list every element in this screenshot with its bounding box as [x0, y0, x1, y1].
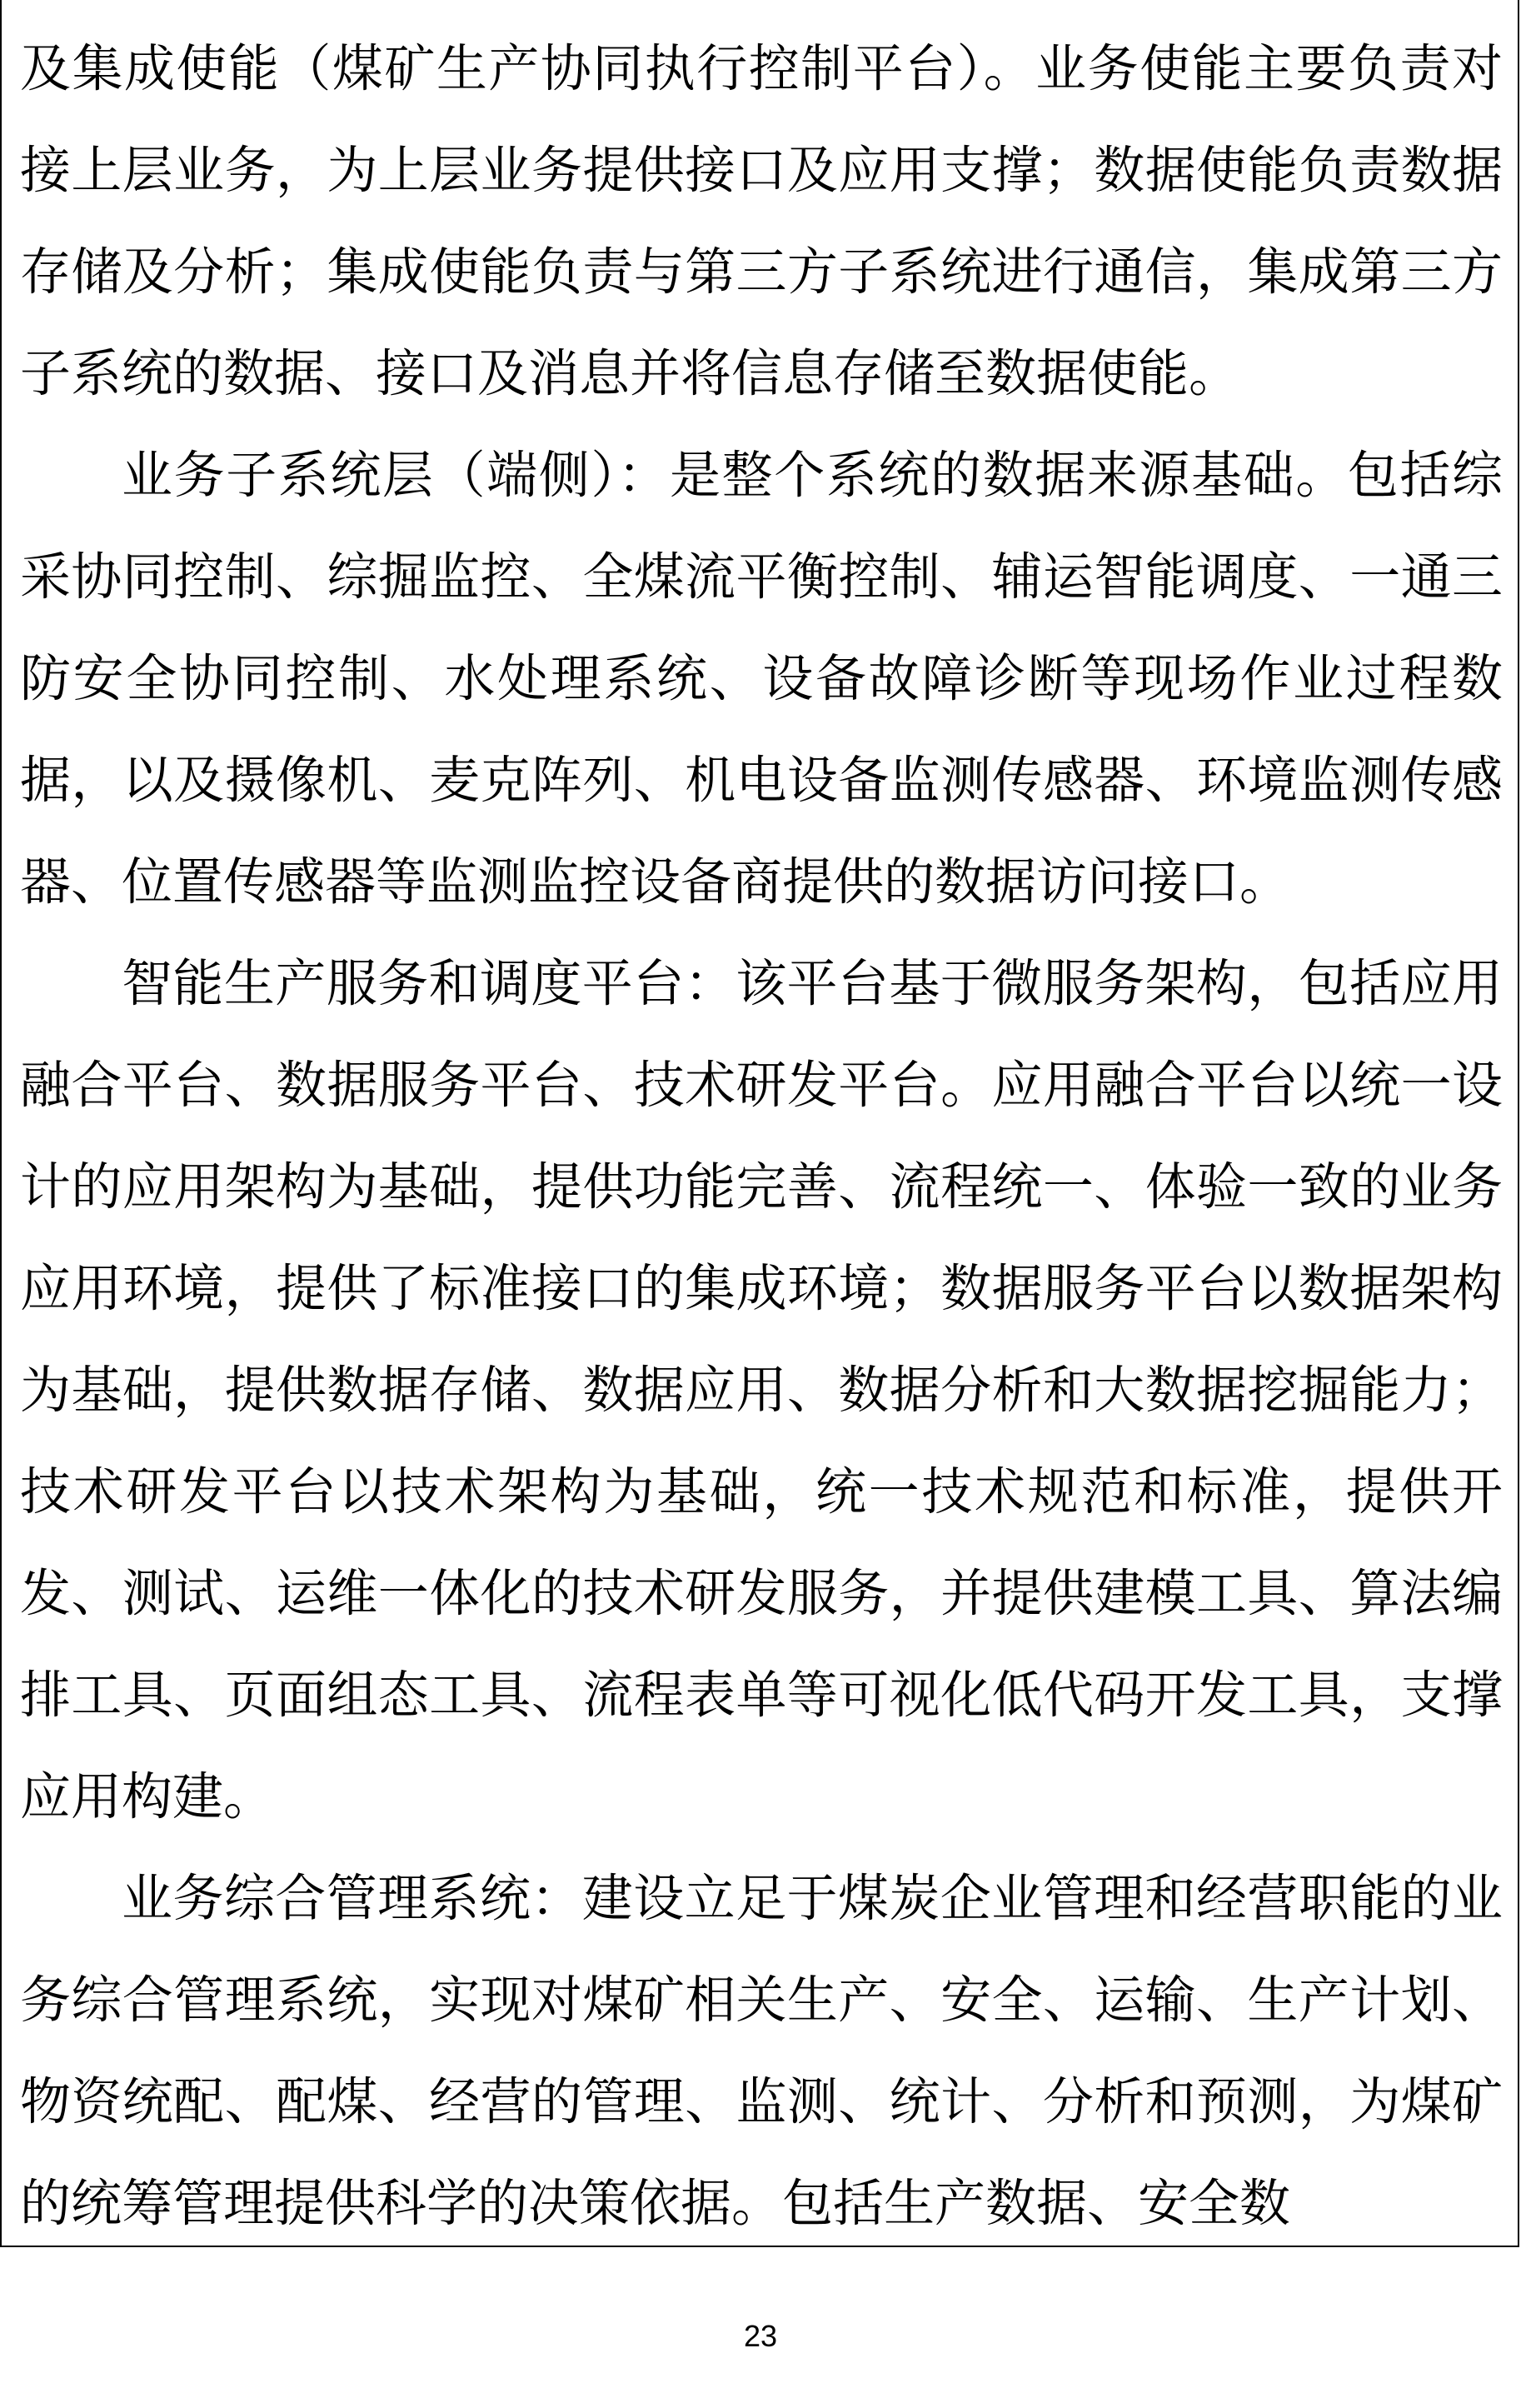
paragraph-intelligent-production-platform: 智能生产服务和调度平台：该平台基于微服务架构，包括应用融合平台、数据服务平台、技术研发平台。应用融合平台以统一设计的应用架构为基础，提供功能完善、流程统一、体验一致的业务应用环境，提供了标准接口的集成环境；数据服务平台以数据架构为基础，提供数据存储、数据应用、数据分析和大数据挖掘能力；技术研发平台以技术架构为基础，统一技术规范和标准，提供开发、测试、运维一体化的技术研发服务，并提供建模工具、算法编排工具、页面组态工具、流程表单等可视化低代码开发工具，支撑应用构建。 — [20, 954, 1503, 1826]
page-number: 23 — [743, 2319, 778, 2353]
paragraph-business-subsystem-layer: 业务子系统层（端侧）：是整个系统的数据来源基础。包括综采协同控制、综掘监控、全煤流平衡控制、辅运智能调度、一通三防安全协同控制、水处理系统、设备故障诊断等现场作业过程数据，以及摄像机、麦克阵列、机电设备监测传感器、环境监测传感器、位置传感器等监测监控设备商提供的数据访问接口。 — [20, 446, 1503, 912]
paragraph-integration-enablement: 及集成使能（煤矿生产协同执行控制平台）。业务使能主要负责对接上层业务，为上层业务提供接口及应用支撑；数据使能负责数据存储及分析；集成使能负责与第三方子系统进行通信，集成第三方子系统的数据、接口及消息并将信息存储至数据使能。 — [20, 39, 1503, 403]
paragraph-business-management-system: 业务综合管理系统：建设立足于煤炭企业管理和经营职能的业务综合管理系统，实现对煤矿相关生产、安全、运输、生产计划、物资统配、配煤、经营的管理、监测、统计、分析和预测，为煤矿的统筹管理提供科学的决策依据。包括生产数据、安全数 — [20, 1869, 1503, 2233]
document-body — [20, 18, 1503, 2247]
